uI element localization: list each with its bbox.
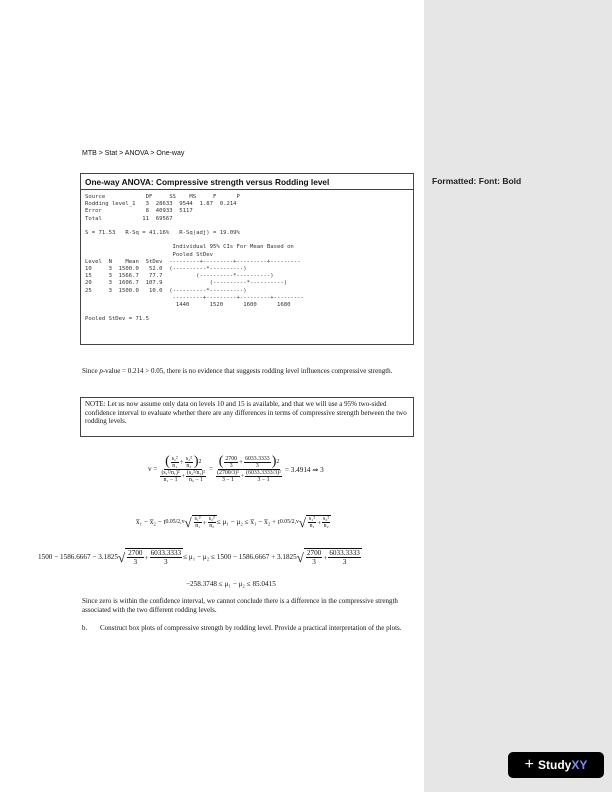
level-row-15: 15 3 1566.7 77.7 (----------*----------) — [85, 273, 274, 280]
df-result: = 3.4914 ⇒ 3 — [284, 465, 324, 474]
ci-axis-ticks: 1440 1520 1600 1680 — [85, 302, 291, 309]
anova-row-total: Total 11 69567 — [85, 215, 173, 222]
ci-result: −258.3748 ≤ μ₁ − μ₂ ≤ 85.0415 — [186, 580, 276, 588]
pooled-stdev: Pooled StDev = 71.5 — [85, 316, 149, 323]
ci-numeric: 1500 − 1586.6667 − 3.1825 √ $\frac{2700}{3}$ + $\frac{6033.3333}{3}$ ≤ μ₁ − μ₂ ≤ 1500 − 1586.6667 + 3.1825 √ $\frac{2700}{3}$ + $\frac{6033.3333}{3}$ — [38, 549, 360, 566]
conclusion-1-rest: -value = 0.214 > 0.05, there is no evidence that suggests rodding level influences compressive strength. — [102, 367, 393, 375]
conclusion-paragraph-2: Since zero is within the confidence interval, we cannot conclude there is a difference in the compressive strength associated with the two different rodding levels. — [82, 597, 398, 614]
df-numeric-fraction: ( $\frac{2700}{3}$ + $\frac{6033.3333}{3}$ ) 2 $\frac{\text{(2700/3)²}}{3 - 1}$ + $\frac{\text{(6033.3333/3)²}}{3 - 1}$ — [217, 454, 281, 483]
ci-header-line-2: Pooled StDev — [85, 251, 213, 258]
welch-df-equation: v = ( $\frac{\text{s₁²}}{\text{n₁}}$ + $\frac{\text{s₂²}}{\text{n₂}}$ ) 2 $\frac{\text{(s₁²/n₁)²}}{\text{n₁ − 1}}$ + $\frac{\text{(s₂²/n₂)²}}{\text{n₂ − 1}}$ = ( $\frac{2700}{3}$ + $\frac{6033.3333}{3}$ ) 2 $\frac{\text{(2700/3)²}}{3 - 1}$ + $\frac{\text{(6033.3333/3)²}}{3 - 1}$ = 3.4914 ⇒ 3 — [148, 454, 324, 483]
plus-icon: + — [524, 756, 534, 773]
conclusion-paragraph-1 — [82, 367, 412, 376]
anova-table — [81, 190, 413, 324]
ci-general-mid: ≤ μ₁ − μ₂ ≤ x̅₁ − x̅₂ + t — [216, 518, 280, 526]
minitab-menu-path: MTB > Stat > ANOVA > One-way — [82, 150, 185, 157]
anova-table-header: Source DF SS MS F P — [85, 194, 240, 200]
anova-output-box — [80, 173, 414, 345]
ci-header-line-3: Level N Mean StDev ---------+---------+---------+--------- — [85, 258, 301, 265]
conclusion-1-italic: p — [99, 367, 103, 375]
brand-name-suffix: XY — [571, 758, 588, 772]
nu-symbol: v = — [148, 465, 158, 473]
part-b-label: b. — [82, 624, 88, 632]
conclusion-1-prefix: Since — [82, 367, 100, 375]
ci-general-left: x̅₁ − x̅₂ − t — [136, 518, 166, 526]
ci-axis-line: ---------+---------+---------+--------- — [85, 294, 304, 301]
ci-general-formula: x̅₁ − x̅₂ − t 0.05/2,v √ $\frac{\text{s₁²}}{\text{n₁}}$ + $\frac{\text{s₂²}}{\text{n₂}}$ ≤ μ₁ − μ₂ ≤ x̅₁ − x̅₂ + t 0.05/2,v √ $\frac{\text{s₁²}}{\text{n₁}}$ + $\frac{\text{s₂²}}{\text{n₂}}$ — [136, 514, 330, 530]
anova-row-error: Error 8 40933 5117 — [85, 208, 193, 215]
ci-numeric-left: 1500 − 1586.6667 − 3.1825 — [38, 553, 118, 561]
level-row-25: 25 3 1500.0 10.0 (----------*----------) — [85, 287, 247, 294]
anova-row-factor: Rodding level_1 3 28633 9544 1.87 0.214 — [85, 201, 237, 208]
comment-title: Formatted: Font: Bold — [432, 176, 522, 186]
level-row-20: 20 3 1606.7 107.9 (----------*----------) — [85, 280, 288, 287]
df-symbolic-fraction: ( $\frac{\text{s₁²}}{\text{n₁}}$ + $\frac{\text{s₂²}}{\text{n₂}}$ ) 2 $\frac{\text{(s₁²/n₁)²}}{\text{n₁ − 1}}$ + $\frac{\text{(s₂²/n₂)²}}{\text{n₂ − 1}}$ — [161, 454, 206, 483]
anova-title: One-way ANOVA: Compressive strength versus Rodding level — [81, 174, 413, 190]
comment-sidebar — [424, 0, 612, 792]
part-b-text: Construct box plots of compressive strength by rodding level. Provide a practical interpretation of the plots. — [100, 624, 402, 632]
ci-header-line-1: Individual 95% CIs For Mean Based on — [85, 244, 294, 251]
ci-numeric-mid: ≤ μ₁ − μ₂ ≤ 1500 − 1586.6667 + 3.1825 — [183, 553, 297, 561]
brand-name-prefix: Study — [537, 758, 572, 772]
note-box: NOTE: Let us now assume only data on levels 10 and 15 is available, and that we will use a 95% two-sided confidence interval to evaluate whether there are any differences in terms of compressive strength between the two rodding levels. — [80, 397, 414, 437]
anova-summary: S = 71.53 R-Sq = 41.16% R-Sq(adj) = 19.09% — [85, 230, 240, 237]
studyxy-logo — [508, 752, 604, 778]
level-row-10: 10 3 1500.0 52.0 (----------*----------) — [85, 266, 247, 273]
